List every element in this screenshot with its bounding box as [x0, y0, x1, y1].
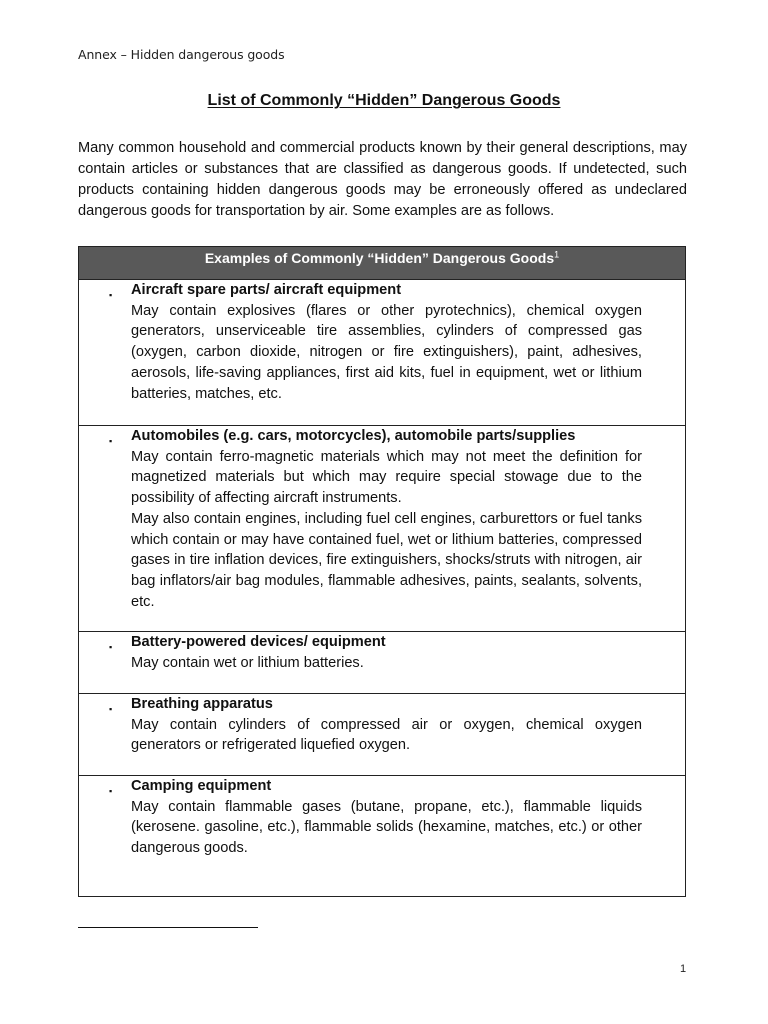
- running-header: Annex – Hidden dangerous goods: [78, 47, 285, 62]
- footnote-reference: 1: [554, 249, 560, 260]
- table-row-aircraft: [79, 280, 685, 426]
- page-number: 1: [680, 963, 687, 975]
- row-title: Aircraft spare parts/ aircraft equipment: [131, 282, 402, 298]
- bullet-icon: ▪: [109, 786, 113, 796]
- row-title: Breathing apparatus: [131, 696, 273, 712]
- row-description: May also contain engines, including fuel cell engines, carburettors or fuel tanks which contain or may have contained fuel, wet or lithium batteries, compressed gases in tire inflation devices, fire extinguishers, shocks/struts with nitrogen, air bag inflators/air bag modules, flammable adhesives, paints, sealants, solvents, etc.: [131, 510, 642, 610]
- row-title: Battery-powered devices/ equipment: [131, 634, 386, 650]
- footnote-separator: [78, 927, 258, 928]
- bullet-icon: ▪: [109, 290, 113, 300]
- row-description: May contain wet or lithium batteries.: [131, 654, 364, 671]
- row-description: May contain ferro-magnetic materials which may not meet the definition for magnetized materials but which may require special stowage due to the possibility of affecting aircraft instruments.: [131, 448, 642, 507]
- table-header: [79, 247, 685, 280]
- bullet-icon: ▪: [109, 704, 113, 714]
- row-title: Camping equipment: [131, 778, 272, 794]
- bullet-icon: ▪: [109, 642, 113, 652]
- bullet-icon: ▪: [109, 436, 113, 446]
- table-row-automobiles: [79, 426, 685, 632]
- row-description: May contain cylinders of compressed air or oxygen, chemical oxygen generators or refrigerated liquefied oxygen.: [131, 716, 642, 754]
- table-row-breathing: [79, 694, 685, 776]
- table-row-camping: [79, 776, 685, 896]
- row-description: May contain explosives (flares or other pyrotechnics), chemical oxygen generators, unserviceable tire assemblies, cylinders of compressed gas (oxygen, carbon dioxide, nitrogen or fire extinguishers), paint, adhesives, aerosols, life-saving appliances, first aid kits, fuel in equipment, wet or lithium batteries, matches, etc.: [131, 302, 642, 402]
- intro-paragraph: Many common household and commercial products known by their general descriptions, may contain articles or substances that are classified as dangerous goods. If undetected, such products containing hidden dangerous goods may be erroneously offered as undeclared dangerous goods for transportation by air. Some examples are as follows.: [78, 140, 687, 219]
- row-description: May contain flammable gases (butane, propane, etc.), flammable liquids (kerosene. gasoline, etc.), flammable solids (hexamine, matches, etc.) or other dangerous goods.: [131, 798, 642, 857]
- examples-table: [78, 246, 686, 897]
- table-header-text: Examples of Commonly “Hidden” Dangerous Goods: [204, 250, 555, 266]
- table-row-battery: [79, 632, 685, 694]
- row-title: Automobiles (e.g. cars, motorcycles), automobile parts/supplies: [131, 428, 576, 444]
- page-title: List of Commonly “Hidden” Dangerous Goods: [207, 92, 561, 109]
